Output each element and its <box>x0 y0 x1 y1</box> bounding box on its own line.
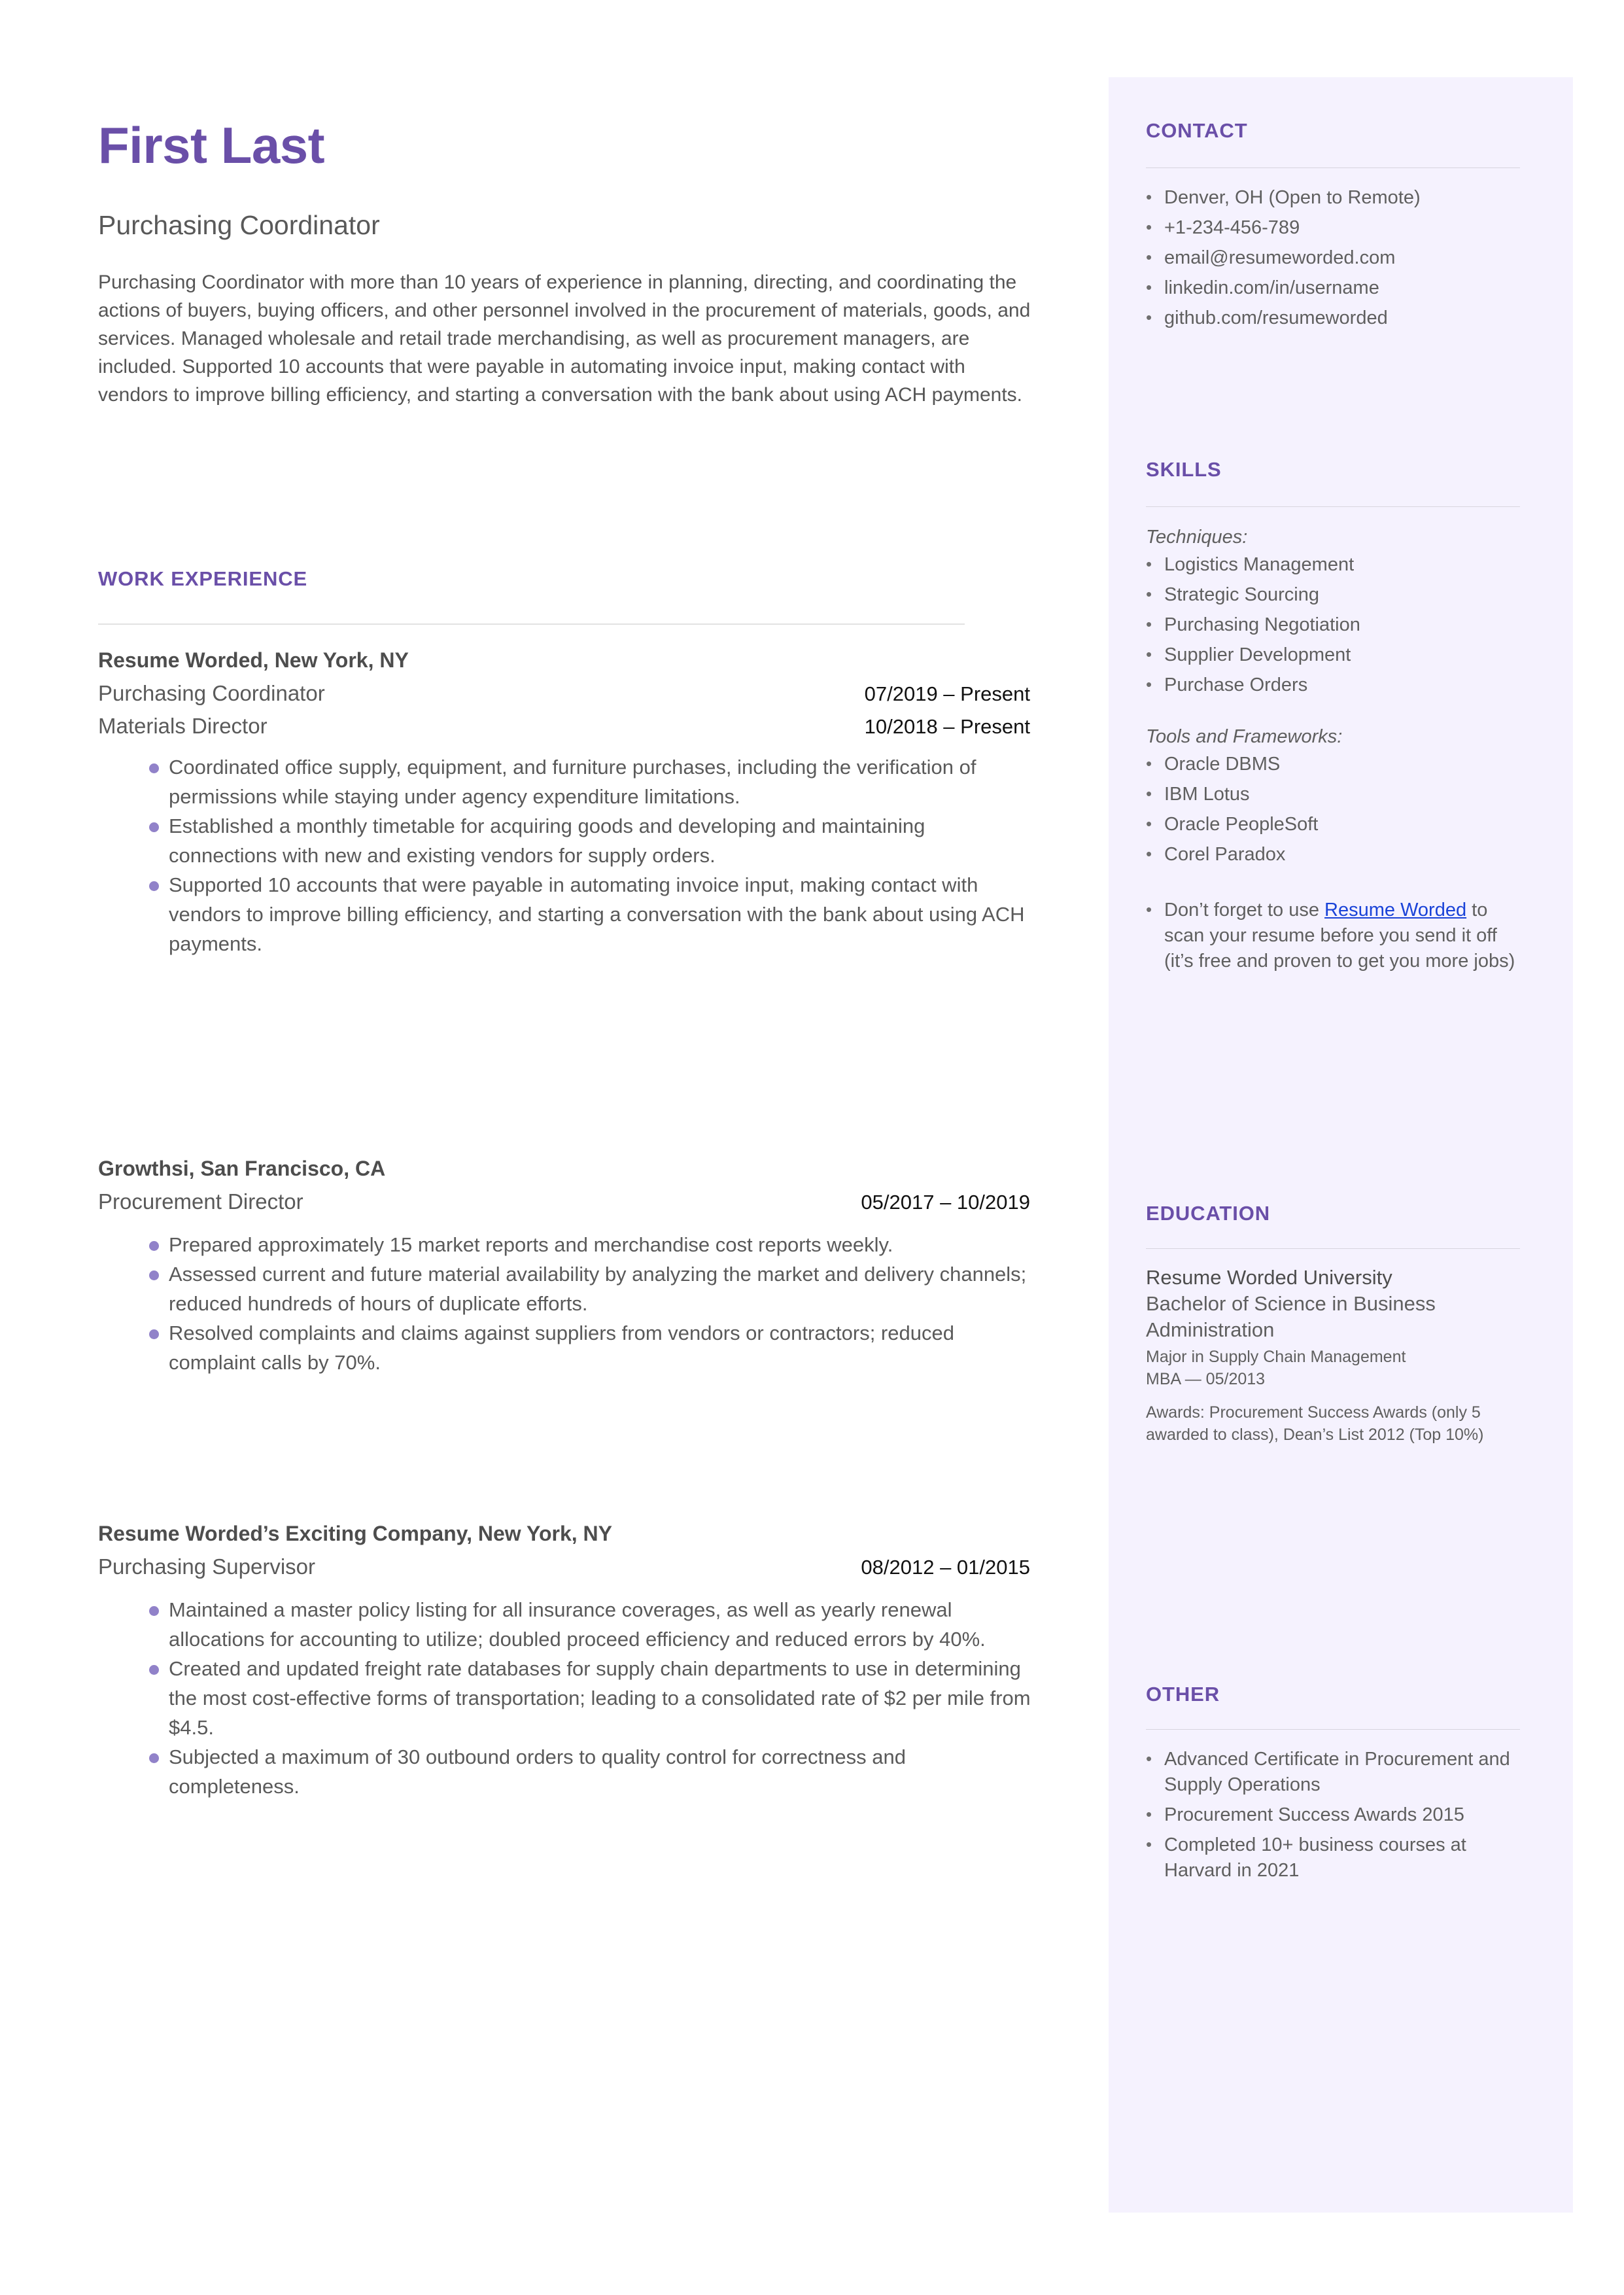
company-name: Growthsi, San Francisco, CA <box>98 1157 386 1180</box>
skills-group-techniques <box>1146 525 1520 698</box>
company-name: Resume Worded, New York, NY <box>98 648 409 672</box>
resume-worded-promo <box>1146 898 1520 974</box>
list-item: Subjected a maximum of 30 outbound orders to quality control for correctness and completeness. <box>98 1742 1033 1801</box>
list-item: • Procurement Success Awards 2015 <box>1146 1802 1520 1828</box>
work-experience-divider <box>98 623 965 625</box>
mba-detail: MBA — 05/2013 <box>1146 1370 1266 1389</box>
section-heading-education: EDUCATION <box>1146 1202 1271 1225</box>
other-divider <box>1146 1729 1520 1730</box>
responsibility-list <box>98 752 1033 958</box>
contact-phone: • +1-234-456-789 <box>1146 215 1520 241</box>
skills-group-label: Techniques: <box>1146 527 1248 548</box>
role-title: Purchasing Supervisor <box>98 1554 315 1579</box>
list-item: • Completed 10+ business courses at Harvard in 2021 <box>1146 1832 1520 1883</box>
list-item: Coordinated office supply, equipment, and furniture purchases, including the verification of permissions while staying under agency expenditure limitations. <box>98 752 1033 811</box>
list-item: Assessed current and future material availability by analyzing the market and delivery channels; reduced hundreds of hours of duplicate efforts. <box>98 1259 1033 1318</box>
list-item: Resolved complaints and claims against suppliers from vendors or contractors; reduced complaint calls by 70%. <box>98 1318 1033 1377</box>
responsibility-list <box>98 1595 1033 1801</box>
role-title: Purchasing Coordinator <box>98 681 325 706</box>
other-list <box>1146 1747 1520 1883</box>
list-item: • Strategic Sourcing <box>1146 582 1520 608</box>
skills-section <box>1146 459 1520 974</box>
tools-list <box>1146 752 1520 867</box>
major-name: Major in Supply Chain Management <box>1146 1348 1406 1367</box>
role-row <box>98 713 1030 739</box>
list-item: • Corel Paradox <box>1146 842 1520 867</box>
skills-group-tools <box>1146 724 1520 867</box>
job-role-subtitle: Purchasing Coordinator <box>98 210 380 240</box>
skills-group-label: Tools and Frameworks: <box>1146 726 1343 748</box>
awards-detail: Awards: Procurement Success Awards (only 5 awarded to class), Dean’s List 2012 (Top 10%) <box>1146 1403 1484 1445</box>
list-item: Supported 10 accounts that were payable in automating invoice input, making contact with vendors to improve billing efficiency, and starting a conversation with the bank about using ACH payments. <box>98 870 1033 958</box>
role-title: Materials Director <box>98 713 268 738</box>
experience-entry <box>98 1156 1033 1377</box>
contact-list <box>1146 185 1520 331</box>
role-row <box>98 1554 1030 1580</box>
other-section <box>1146 1683 1520 1888</box>
list-item: Maintained a master policy listing for all insurance coverages, as well as yearly renewal allocations for accounting to utilize; doubled proceed efficiency and reduced errors by 40%. <box>98 1595 1033 1654</box>
skills-divider <box>1146 506 1520 507</box>
company-name: Resume Worded’s Exciting Company, New York, NY <box>98 1522 612 1545</box>
school-name: Resume Worded University <box>1146 1266 1392 1289</box>
responsibility-list <box>98 1230 1033 1377</box>
list-item: Created and updated freight rate databases for supply chain departments to use in determining the most cost-effective forms of transportation; leading to a consolidated rate of $2 per mile from $4.5. <box>98 1654 1033 1742</box>
list-item: • Advanced Certificate in Procurement and Supply Operations <box>1146 1747 1520 1798</box>
contact-divider <box>1146 167 1520 168</box>
role-dates: 10/2018 – Present <box>864 714 1030 738</box>
education-section <box>1146 1202 1520 1446</box>
contact-linkedin[interactable]: • linkedin.com/in/username <box>1146 275 1520 301</box>
list-item: Prepared approximately 15 market reports and merchandise cost reports weekly. <box>98 1230 1033 1259</box>
skills-list <box>1146 552 1520 698</box>
section-heading-other: OTHER <box>1146 1683 1220 1706</box>
list-item: • Logistics Management <box>1146 552 1520 578</box>
section-heading-skills: SKILLS <box>1146 458 1222 481</box>
section-heading-contact: CONTACT <box>1146 119 1248 142</box>
list-item: • Oracle PeopleSoft <box>1146 812 1520 837</box>
sidebar-panel <box>1109 77 1573 2213</box>
contact-section <box>1146 120 1520 336</box>
education-entry <box>1146 1265 1520 1446</box>
promo-suffix: to scan your resume before you send it off (it’s free and proven to get you more jobs) <box>1164 900 1515 972</box>
list-item: • IBM Lotus <box>1146 782 1520 807</box>
list-item: • Oracle DBMS <box>1146 752 1520 777</box>
resume-worded-link[interactable]: Resume Worded <box>1324 900 1467 921</box>
role-dates: 08/2012 – 01/2015 <box>861 1556 1030 1579</box>
role-dates: 05/2017 – 10/2019 <box>861 1191 1030 1214</box>
role-title: Procurement Director <box>98 1189 303 1214</box>
list-item: • Purchase Orders <box>1146 673 1520 698</box>
section-heading-work-experience: WORK EXPERIENCE <box>98 567 308 590</box>
role-dates: 07/2019 – Present <box>864 682 1030 706</box>
professional-summary: Purchasing Coordinator with more than 10 years of experience in planning, directing, and coordinating the actions of buyers, buying officers, and other personnel involved in the procurement of materials, goods, and services. Managed wholesale and retail trade merchandising, as well as procurement managers, are included. Supported 10 accounts that were payable in automating invoice input, making contact with vendors to improve billing efficiency, and starting a conversation with the bank about using ACH payments. <box>98 272 1031 406</box>
degree-name: Bachelor of Science in Business Administration <box>1146 1292 1436 1342</box>
education-divider <box>1146 1248 1520 1249</box>
list-item: • Supplier Development <box>1146 642 1520 668</box>
experience-entry <box>98 648 1033 958</box>
experience-entry <box>98 1521 1033 1801</box>
role-row <box>98 1189 1030 1215</box>
contact-email[interactable]: • email@resumeworded.com <box>1146 245 1520 271</box>
page-title: First Last <box>98 116 325 174</box>
contact-github[interactable]: • github.com/resumeworded <box>1146 306 1520 331</box>
role-row <box>98 680 1030 707</box>
contact-location: • Denver, OH (Open to Remote) <box>1146 185 1520 211</box>
list-item: • Purchasing Negotiation <box>1146 612 1520 638</box>
promo-prefix: Don’t forget to use <box>1164 900 1325 921</box>
list-item: Established a monthly timetable for acquiring goods and developing and maintaining connections with new and existing vendors for supply orders. <box>98 811 1033 870</box>
